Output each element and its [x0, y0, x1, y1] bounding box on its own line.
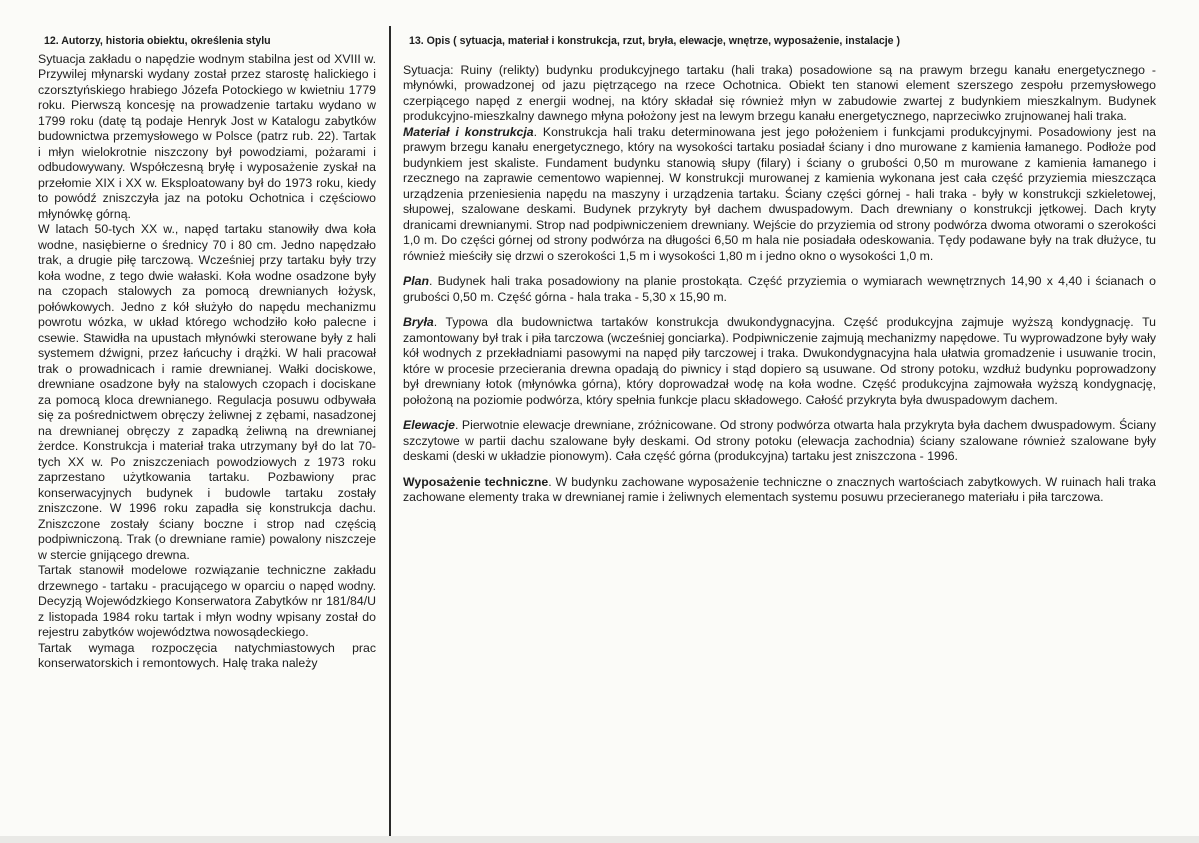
- situation-text: : Ruiny (relikty) budynku produkcyjnego tartaku (hali traka) posadowione są na prawym brzegu kanału energetycznego - młynówki, prowadzonej od jazu piętrzącego na rzece Ochotnica. Obiekt ten stanowi element szerszego zespołu przemysłowego czerpiącego napęd z energii wodnej, na który składał się również młyn w zabudowie zwartej z budynkiem mieszkalnym. Budynek produkcyjno-mieszkalny dawnego młyna położony jest na lewym brzegu kanału energetycznego, naprzeciwko zrujnowanej hali traka.: [403, 62, 1156, 123]
- plan-paragraph: [403, 274, 1156, 305]
- material-text: . Konstrukcja hali traku determinowana jest jego położeniem i funkcjami produkcyjnymi. Posadowiony jest na prawym brzegu kanału energetycznego, który na wysokości tartaku posiadał ściany i dno murowane z kamienia łamanego. Podłoże pod budynkiem jest skaliste. Fundament budynku stanowią słupy (filary) i ściany o grubości 0,50 m murowane z kamienia łamanego i rzecznego na zaprawie cementowo wapiennej. W konstrukcji murowanej z kamienia wykonana jest cała część przyziemia mieszcząca urządzenia przeniesienia napędu na maszyny i urządzenia tartaku. Ściany części górnej - hali traka - były w konstrukcji szkieletowej, słupowej, szalowane deskami. Budynek przykryty był dachem dwuspadowym. Dach drewniany o konstrukcji jętkowej. Dach kryty dranicami drewnianymi. Strop nad podpiwniczeniem drewniany. Wejście do przyziemia od strony podwórza dwoma otworami o szerokości 1,0 m. Do części górnej od strony podwórza na długości 6,50 m hala nie posiadała odeskowania. Tędy podawane były na trak dłużyce, tu również mieściły się drzwi o szerokości 1,5 m i wysokości 1,80 m i jedno okno o wysokości 1,0 m.: [403, 124, 1157, 263]
- elevations-label: Elewacje: [403, 418, 455, 432]
- column-divider: [389, 26, 391, 836]
- history-paragraph: Tartak stanowił modelowe rozwiązanie techniczne zakładu drzewnego - tartaku - pracującego w oparciu o napęd wodny. Decyzją Wojewódzkiego Konserwatora Zabytków nr 181/84/U z listopada 1984 roku tartak i młyn wodny wpisany został do rejestru zabytków województwa nowosądeckiego.: [38, 563, 376, 639]
- situation-label: Sytuacja: [403, 62, 451, 77]
- material-paragraph: [403, 125, 1156, 265]
- equipment-text: . W budynku zachowane wyposażenie techniczne o znacznych wartościach zabytkowych. W ruinach hali traka zachowane elementy traka w drewnianej ramie i żeliwnych elementach systemu posuwu przecieranego materiału i piła tarczowa.: [403, 474, 1156, 504]
- section-12-title: 12. Autorzy, historia obiektu, określenia stylu: [44, 35, 271, 47]
- elevations-paragraph: [403, 418, 1156, 465]
- description-column: [403, 34, 1156, 516]
- history-paragraph: W latach 50-tych XX w., napęd tartaku stanowiły dwa koła wodne, nasiębierne o średnicy 70 i 80 cm. Jedno napędzało trak, a drugie piłę tarczową. Wcześniej przy tartaku były trzy koła wodne, z tego dwie wałaski. Koła wodne osadzone były na czopach stalowych za pomocą drewnianych łożysk, połówkowych. Jedno z kół służyło do napędu mechanizmu powrotu wózka, w układ którego wchodziło koło palecne i csewie. Stawidła na upustach młynówki sterowane były z hali systemem dźwigni, przez łańcuchy i drążki. W hali pracował trak o prowadnicach i ramie drewnianej. Wałki dociskowe, drewniane osadzone były na stalowych czopach i dociskane za pomocą kloca drewnianego. Regulacja posuwu odbywała się za pośrednictwem obręczy żeliwnej z zębami, nasadzonej na drewnianej obręczy z zapadką żeliwną na drewnianej żerdce. Konstrukcja i materiał traka utrzymany był do lat 70-tych XX w. Po zniszczeniach powodziowych z 1973 roku zaprzestano użytkowania tartaku. Pozbawiony prac konserwacyjnych budynek i budowle tartaku zostały zniszczone. W 1996 roku zapadła się konstrukcja dachu. Zniszczone zostały ściany boczne i strop nad częścią podpiwniczoną. Trak (o drewniane ramie) powalony niszczeje w stercie gnijącego drewna.: [38, 222, 376, 562]
- history-paragraph: Tartak wymaga rozpoczęcia natychmiastowych prac konserwatorskich i remontowych. Halę traka należy: [38, 640, 376, 670]
- page-bottom-edge: [0, 836, 1199, 843]
- plan-label: Plan: [403, 274, 429, 288]
- history-column: [38, 34, 376, 834]
- material-label: Materiał i konstrukcja: [403, 124, 534, 139]
- plan-text: . Budynek hali traka posadowiony na planie prostokąta. Część przyziemia o wymiarach wewnętrznych 14,90 x 4,40 i ścianach o grubości 0,50 m. Część górna - hala traka - 5,30 x 15,90 m.: [403, 274, 1156, 304]
- equipment-paragraph: [403, 475, 1156, 506]
- history-paragraph: Sytuacja zakładu o napędzie wodnym stabilna jest od XVIII w. Przywilej młynarski wydany został przez starostę halickiego i czorsztyńskiego hrabiego Józefa Potockiego w kwietniu 1779 roku. Pierwszą koncesję na prowadzenie tartaku wydano w 1799 roku (datę tą podaje Henryk Jost w Katalogu zabytków budownictwa przemysłowego w Polsce (patrz rub. 22). Tartak i młyn wielokrotnie niszczony był powodziami, pożarami i odbudowywany. Współczesną bryłę i wyposażenie zyskał na przełomie XIX i XX w. Eksploatowany był do 1973 roku, kiedy to powódź zniszczyła jaz na potoku Ochotnica i częściowo młynówkę górną.: [38, 51, 376, 221]
- form-paragraph: [403, 315, 1156, 408]
- section-13-title: 13. Opis ( sytuacja, materiał i konstrukcja, rzut, bryła, elewacje, wnętrze, wyposażenie, instalacje ): [409, 35, 901, 47]
- form-text: . Typowa dla budownictwa tartaków konstrukcja dwukondygnacyjna. Część produkcyjna zajmuje wyższą kondygnację. Tu zamontowany był trak i piła tarczowa (wcześniej gonciarka). Podpiwniczenie zajmują mechanizmy napędowe. Tu wyprowadzone były wały kół wodnych z przekładniami pasowymi na napęd piły tarczowej i traka. Dwukondygnacyjna hala ułatwia gromadzenie i usuwanie trocin, które w procesie przecierania drewna opadają do piwnicy i stąd dopiero są usuwane. Od strony potoku, wzdłuż budynku poprowadzony był drewniany łotok (młynówka górna), który doprowadzał wodę na koła wodne. Część produkcyjna zajmowała wyższą kondygnację, położoną na poziomie podwórza, który spełnia funkcje placu składowego. Całość przykryta była dwuspadowym dachem.: [403, 315, 1156, 407]
- elevations-text: . Pierwotnie elewacje drewniane, zróżnicowane. Od strony podwórza otwarta hala przykryta była dachem dwuspadowym. Ściany szczytowe w partii dachu szalowane były deskami. Od strony potoku (elewacja zachodnia) ściany szalowane również szalowane były deskami (deski w układzie pionowym). Cała część górna (produkcyjna) tartaku jest zniszczona - 1996.: [403, 418, 1156, 463]
- situation-paragraph: [403, 63, 1156, 125]
- form-label: Bryła: [403, 315, 434, 329]
- equipment-label: Wyposażenie techniczne: [403, 474, 549, 489]
